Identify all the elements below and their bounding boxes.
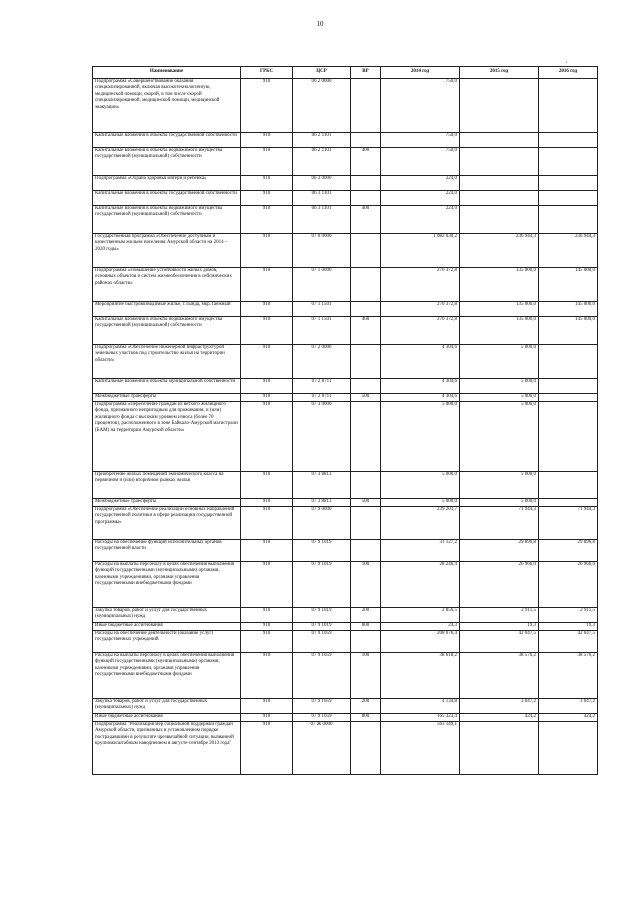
table-row [93,394,598,402]
cell-name: Подпрограмма "Реализация мер социальной поддержки граждан Амурской области, признанных в установленном порядке пострадавшими в результате чрезвычайной ситуации, вызванной крупномасштабным наводнением в августе-сентябре 2013 года" [93,722,241,775]
cell-csr: 07 2 8711 [293,394,351,402]
cell-y2015: 424,2 [460,714,539,722]
cell-y2016: 236 944,3 [539,234,598,268]
cell-vr: 400 [351,148,381,176]
cell-y2016 [539,472,598,499]
cell-csr: 06 2 1101 [293,148,351,176]
cell-y2015: 236 944,3 [460,234,539,268]
cell-y2015: 135 000,0 [460,268,539,302]
cell-y2014: 270 372,8 [381,302,460,317]
cell-y2014: 4 304,6 [381,345,460,379]
cell-name: Подпрограмма «Совершенствование оказания специализированной, включая высокотехнологичную, медицинской помощи, скорой, в том числе скорой специализированной, медицинской помощи, медицинской эвакуации» [93,79,241,133]
cell-vr [351,79,381,133]
cell-name: Подпрограмма «Обеспечение реализации основных направлений государственной политики в сфере реализации государственной программы» [93,507,241,540]
cell-grbs: 910 [241,79,293,133]
cell-vr: 100 [351,653,381,699]
cell-y2016 [539,206,598,234]
header-grbs: ГРБС [241,67,293,79]
cell-name: Капитальные вложения в объекты государственной собственности [93,133,241,148]
cell-y2014: 4 304,6 [381,379,460,394]
cell-y2014: 5 000,0 [381,472,460,499]
cell-grbs: 910 [241,379,293,394]
cell-y2016: 29 896,8 [539,540,598,562]
header-2015: 2015 год [460,67,539,79]
header-2014: 2014 год [381,67,460,79]
cell-y2014: 224,0 [381,191,460,206]
table-row [93,540,598,562]
cell-y2015: 135 000,0 [460,302,539,317]
cell-y2016 [539,499,598,507]
table-row [93,714,598,722]
cell-vr: 200 [351,699,381,714]
cell-y2015: 135 000,0 [460,317,539,345]
cell-csr: 07 2 8711 [293,379,351,394]
cell-csr: 07 Ж 0000 [293,722,351,775]
cell-csr: 06 3 1101 [293,191,351,206]
cell-csr: 07 1 0000 [293,268,351,302]
cell-y2016: 42 047,5 [539,631,598,653]
cell-y2016 [539,191,598,206]
cell-csr: 07 2 0000 [293,345,351,379]
cell-csr: 07 3 0000 [293,402,351,472]
cell-csr: 07 9 1019 [293,623,351,631]
cell-y2014: 208 076,4 [381,631,460,653]
cell-y2016: 145 000,0 [539,302,598,317]
cell-vr [351,540,381,562]
cell-y2014: 4 134,8 [381,699,460,714]
cell-grbs: 910 [241,191,293,206]
cell-name: Расходы на обеспечение деятельности (оказание услуг) государственных учреждений [93,631,241,653]
cell-y2015 [460,191,539,206]
table-row [93,317,598,345]
cell-y2014: 224,0 [381,176,460,191]
cell-name: Расходы на обеспечение функций исполнительных органов государственной власти [93,540,241,562]
cell-grbs: 910 [241,540,293,562]
cell-y2015: 5 000,0 [460,345,539,379]
cell-vr: 800 [351,623,381,631]
cell-vr [351,133,381,148]
cell-grbs: 910 [241,345,293,379]
cell-grbs: 910 [241,133,293,148]
cell-vr [351,722,381,775]
cell-csr: 07 9 1019 [293,540,351,562]
cell-grbs: 910 [241,176,293,191]
cell-grbs: 910 [241,499,293,507]
cell-grbs: 910 [241,507,293,540]
header-name: Наименование [93,67,241,79]
cell-y2015: 26 966,0 [460,562,539,608]
cell-grbs: 910 [241,623,293,631]
cell-y2014: 750,0 [381,79,460,133]
table-row [93,562,598,608]
cell-y2014: 38 618,2 [381,653,460,699]
table-row [93,148,598,176]
cell-y2015: 2 911,5 [460,608,539,623]
table-row [93,176,598,191]
cell-vr [351,507,381,540]
cell-name: Межбюджетные трансферты [93,499,241,507]
budget-table [92,66,598,775]
cell-grbs: 910 [241,234,293,268]
cell-y2016: 71 944,3 [539,507,598,540]
cell-y2015: 42 047,5 [460,631,539,653]
cell-y2015 [460,148,539,176]
cell-csr: 07 1 1501 [293,302,351,317]
cell-y2015 [460,133,539,148]
table-row [93,402,598,472]
cell-y2014: 1 082 030,2 [381,234,460,268]
cell-name: Межбюджетные трансферты [93,394,241,402]
table-row [93,345,598,379]
cell-y2015: 38 576,2 [460,653,539,699]
cell-vr: 400 [351,317,381,345]
cell-grbs: 910 [241,317,293,345]
table-row [93,191,598,206]
cell-y2016 [539,379,598,394]
table-row [93,507,598,540]
cell-y2014: 28 246,4 [381,562,460,608]
cell-vr: 200 [351,608,381,623]
cell-csr: 07 3 8813 [293,472,351,499]
cell-vr [351,379,381,394]
cell-csr: 06 2 1101 [293,133,351,148]
table-row [93,133,598,148]
cell-csr: 07 0 0000 [293,234,351,268]
cell-y2014: 165 323,4 [381,714,460,722]
cell-vr: 500 [351,499,381,507]
cell-csr: 07 9 1059 [293,714,351,722]
cell-csr: 07 9 1019 [293,608,351,623]
cell-name: Подпрограмма «Переселение граждан из ветхого жилищного фонда, признанного непригодным для проживания, и (или) жилищного фонда с высоким уровнем износа (более 70 процентов), расположенного в зоне Байкало-Амурской магистрали (БАМ) на территории Амурской области» [93,402,241,472]
table-row [93,631,598,653]
cell-y2014: 270 372,8 [381,317,460,345]
cell-grbs: 910 [241,653,293,699]
cell-y2015: 5 000,0 [460,379,539,394]
cell-csr: 07 9 1059 [293,653,351,699]
cell-grbs: 910 [241,608,293,623]
table-row [93,79,598,133]
cell-y2014: 5 000,0 [381,499,460,507]
table-row [93,472,598,499]
cell-name: Подпрограмма «Обеспечение инженерной инфраструктурой земельных участков под строительство жилья на территории области» [93,345,241,379]
cell-name: Подпрограмма «Охрана здоровья матери и ребенка» [93,176,241,191]
cell-vr [351,345,381,379]
table-row [93,608,598,623]
header-csr: ЦСР [293,67,351,79]
cell-name: Государственная программа «Обеспечение доступным и качественным жильем населения Амурской области на 2014 – 2020 годы» [93,234,241,268]
cell-y2014: 239 203,7 [381,507,460,540]
cell-y2016 [539,722,598,775]
cell-name: Подпрограмма «Повышение устойчивости жилых домов, основных объектов и систем жизнеобеспечения в сейсмических районах области» [93,268,241,302]
cell-y2015: 5 000,0 [460,394,539,402]
table-row [93,722,598,775]
cell-vr [351,472,381,499]
cell-y2014: 270 372,8 [381,268,460,302]
cell-name: Расходы на выплаты персоналу в целях обеспечения выполнения функций государственными (муниципальными) органами, казенными учреждениями, органами управления государственными внебюджетными фондами [93,562,241,608]
cell-csr: 07 9 0000 [293,507,351,540]
cell-y2015 [460,176,539,191]
cell-y2014: 31 127,2 [381,540,460,562]
cell-grbs: 910 [241,472,293,499]
cell-y2015: 71 944,3 [460,507,539,540]
cell-y2016 [539,176,598,191]
cell-y2014: 24,3 [381,623,460,631]
cell-y2016: 424,2 [539,714,598,722]
cell-csr: 06 3 0000 [293,176,351,191]
cell-y2016: 3 047,2 [539,699,598,714]
cell-csr: 06 2 0000 [293,79,351,133]
table-row [93,379,598,394]
cell-grbs: 910 [241,394,293,402]
cell-y2016: 2 911,5 [539,608,598,623]
header-2016: 2016 год [539,67,598,79]
cell-name: Капитальные вложения в объекты недвижимого имущества государственной (муниципальной) собственности [93,206,241,234]
cell-name: Приобретение жилых помещений экономического класса на первичном и (или) вторичном рынках жилья [93,472,241,499]
cell-vr [351,191,381,206]
table-row [93,699,598,714]
cell-y2015: 29 896,8 [460,540,539,562]
cell-y2016 [539,394,598,402]
cell-y2016 [539,345,598,379]
cell-y2016: 26 966,0 [539,562,598,608]
cell-y2014: 750,0 [381,148,460,176]
cell-grbs: 910 [241,302,293,317]
cell-y2015: 5 000,0 [460,402,539,472]
cell-y2015: 19,3 [460,623,539,631]
cell-y2016: 19,3 [539,623,598,631]
cell-grbs: 910 [241,722,293,775]
page-number: 10 [316,20,324,28]
cell-name: Иные бюджетные ассигнования [93,623,241,631]
cell-grbs: 910 [241,148,293,176]
cell-vr [351,268,381,302]
cell-grbs: 910 [241,562,293,608]
cell-grbs: 910 [241,631,293,653]
cell-grbs: 910 [241,268,293,302]
corner-mark: , [566,58,568,64]
cell-y2016 [539,148,598,176]
cell-vr [351,631,381,653]
cell-y2015 [460,206,539,234]
cell-y2015: 3 047,2 [460,699,539,714]
cell-name: Закупка товаров, работ и услуг для государственных (муниципальных) нужд [93,699,241,714]
table-row [93,302,598,317]
cell-csr: 07 9 1019 [293,562,351,608]
table-row [93,234,598,268]
cell-vr [351,234,381,268]
cell-y2014: 224,0 [381,206,460,234]
cell-csr: 07 3 8813 [293,499,351,507]
cell-y2014: 4 304,6 [381,394,460,402]
table-row [93,206,598,234]
cell-name: Капитальные вложения в объекты недвижимого имущества государственной (муниципальной) собственности [93,317,241,345]
cell-name: Капитальные вложения в объекты недвижимого имущества государственной (муниципальной) собственности [93,148,241,176]
cell-name: Закупка товаров, работ и услуг для государственных (муниципальных) нужд [93,608,241,623]
cell-y2016 [539,133,598,148]
header-vr: ВР [351,67,381,79]
cell-y2014: 2 856,5 [381,608,460,623]
cell-grbs: 910 [241,714,293,722]
cell-vr: 100 [351,562,381,608]
table-row [93,499,598,507]
table-body [93,79,598,775]
cell-y2014: 750,0 [381,133,460,148]
cell-name: Расходы на выплаты персоналу в целях обеспечения выполнения функций государственными (муниципальными) органами, казенными учреждениями, органами управления государственными внебюджетными фондами [93,653,241,699]
cell-csr: 06 3 1101 [293,206,351,234]
cell-y2016 [539,79,598,133]
cell-name: Капитальные вложения в объекты муниципальной собственности [93,379,241,394]
cell-y2015 [460,722,539,775]
cell-csr: 07 9 1059 [293,699,351,714]
cell-y2015: 5 000,0 [460,499,539,507]
cell-vr: 800 [351,714,381,722]
cell-vr [351,176,381,191]
cell-vr: 500 [351,394,381,402]
table-row [93,623,598,631]
cell-y2016: 38 576,2 [539,653,598,699]
cell-name: Иные бюджетные ассигнования [93,714,241,722]
cell-y2015 [460,79,539,133]
cell-y2016: 145 000,0 [539,268,598,302]
header-row [93,67,598,79]
cell-name: Мероприятие быстровозводимые жилье, г.Тында, мкр.Таёжный [93,302,241,317]
cell-grbs: 910 [241,699,293,714]
cell-vr [351,402,381,472]
cell-name: Капитальные вложения в объекты государственной собственности [93,191,241,206]
cell-y2015: 5 000,0 [460,472,539,499]
cell-csr: 07 9 1059 [293,631,351,653]
cell-y2016 [539,402,598,472]
cell-vr [351,302,381,317]
cell-y2014: 5 000,0 [381,402,460,472]
cell-y2016: 145 000,0 [539,317,598,345]
cell-grbs: 910 [241,206,293,234]
cell-grbs: 910 [241,402,293,472]
cell-csr: 07 1 1501 [293,317,351,345]
cell-y2014: 563 149,1 [381,722,460,775]
cell-vr: 400 [351,206,381,234]
table-row [93,653,598,699]
table-row [93,268,598,302]
